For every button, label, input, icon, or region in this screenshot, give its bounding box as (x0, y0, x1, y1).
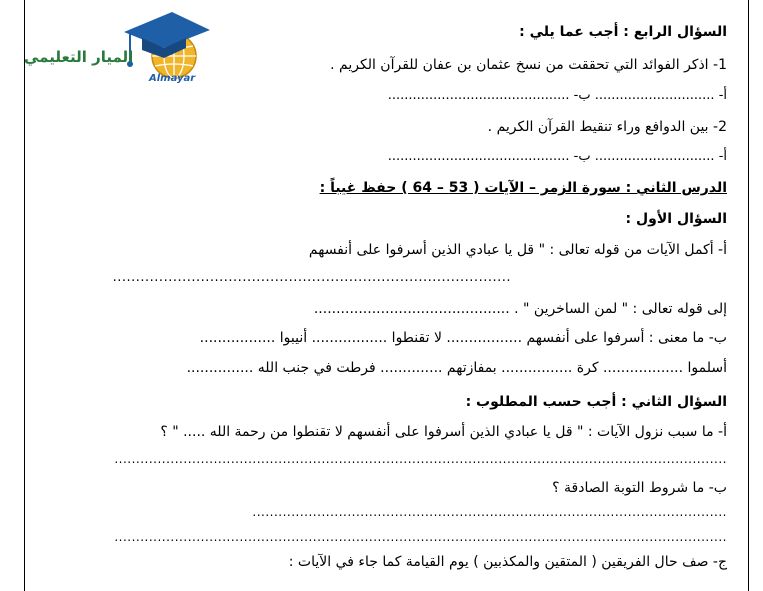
q4-item2: 2- بين الدوافع وراء تنقيط القرآن الكريم . (487, 119, 727, 135)
lesson2-q2-b-dots1: .............................................................................................................. (252, 505, 727, 519)
lesson2-q1-b2: أسلموا .................. كرة ................ بمفازتهم .............. فرطت في جنب الله ............... (186, 360, 727, 376)
q4-item1: 1- اذكر الفوائد التي تحققت من نسخ عثمان بن عفان للقرآن الكريم . (330, 57, 727, 73)
q4-title: السؤال الرابع : أجب عما يلي : (519, 24, 727, 40)
lesson2-q2-b-dots2: .............................................................................................................................................. (114, 530, 727, 544)
almayar-logo (22, 4, 212, 86)
lesson2-q1-a-dots: ...................................................................................... (112, 270, 511, 285)
lesson2-title: الدرس الثاني : سورة الزمر – الآيات ( 53 – 64 ) حفظ غيباً : (319, 180, 727, 196)
q4-item2-answer: أ- ............................. ب- ............................................ (387, 149, 727, 164)
lesson2-q2-b: ب- ما شروط التوبة الصادقة ؟ (552, 480, 727, 496)
lesson2-q2-a: أ- ما سبب نزول الآيات : " قل يا عبادي الذين أسرفوا على أنفسهم لا تقنطوا من رحمة الله ..... " ؟ (160, 424, 727, 440)
lesson2-q2-title: السؤال الثاني : أجب حسب المطلوب : (465, 394, 727, 410)
q4-item1-answer: أ- ............................. ب- ............................................ (387, 88, 727, 103)
lesson2-q1-a-end: إلى قوله تعالى : " لمن الساخرين " . ............................................ (313, 301, 727, 317)
lesson2-q2-c: ج- صف حال الفريقين ( المتقين والمكذبين ) يوم القيامة كما جاء في الآيات : (288, 554, 727, 570)
logo-english-text: Almayar (149, 73, 196, 84)
lesson2-q1-title: السؤال الأول : (625, 211, 727, 227)
lesson2-q1-b: ب- ما معنى : أسرفوا على أنفسهم ................. لا تقنطوا ................. أنيبوا ................. (199, 330, 727, 346)
lesson2-q1-a: أ- أكمل الآيات من قوله تعالى : " قل يا عبادي الذين أسرفوا على أنفسهم (308, 242, 727, 258)
logo-arabic-text: الميار التعليمي (24, 48, 134, 66)
lesson2-q2-a-dots: .............................................................................................................................................. (114, 452, 727, 466)
